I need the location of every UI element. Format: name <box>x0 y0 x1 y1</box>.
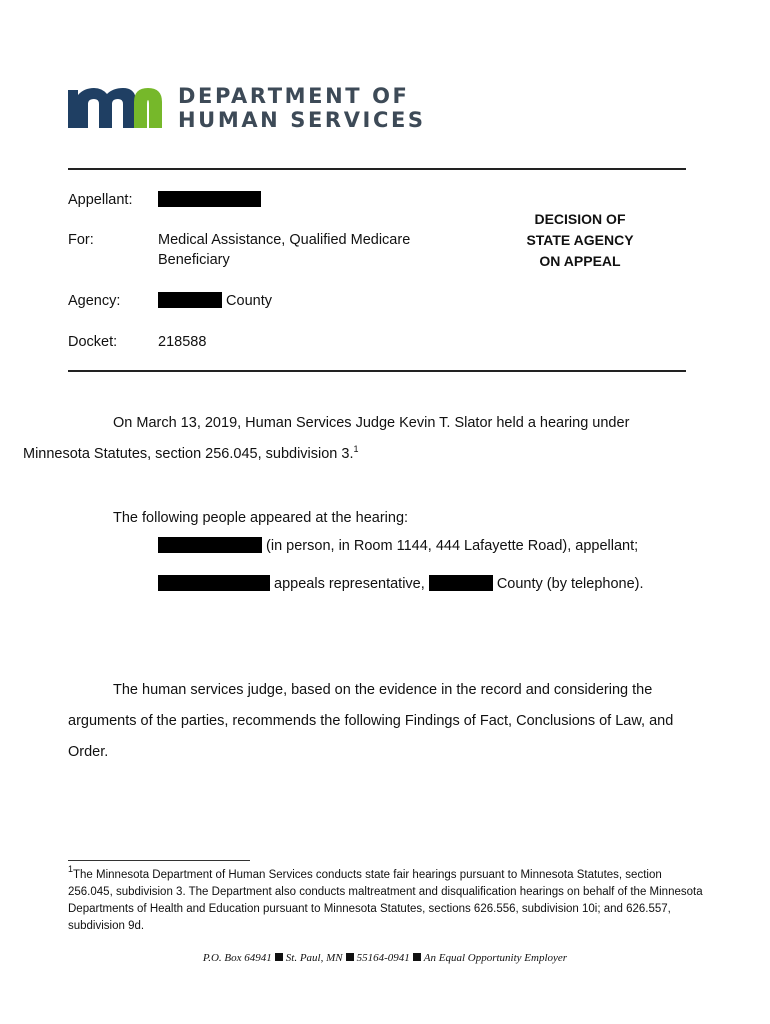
recommendation-line1: The human services judge, based on the evidence in the record and considering the <box>113 682 653 698</box>
footnote-ref[interactable]: 1 <box>353 444 359 454</box>
agency-value <box>158 291 272 311</box>
recommendation-paragraph <box>68 675 708 768</box>
footnote <box>68 864 703 935</box>
footnote-divider <box>68 860 250 861</box>
decision-line3: ON APPEAL <box>539 253 621 269</box>
hearing-paragraph <box>23 408 708 470</box>
footer-zip: 55164-0941 <box>356 952 410 964</box>
footer-eoe: An Equal Opportunity Employer <box>423 952 568 964</box>
for-value-line1: Medical Assistance, Qualified Medicare <box>158 232 411 248</box>
org-name-line1: DEPARTMENT OF <box>178 84 410 108</box>
square-bullet-icon <box>413 953 421 961</box>
attendee2-redaction <box>158 575 270 591</box>
agency-redaction <box>158 292 222 308</box>
docket-label: Docket: <box>68 334 118 350</box>
footnote-text: The Minnesota Department of Human Services conducts state fair hearings pursuant to Minnesota Statutes, section 256.045, subdivision 3. The Department also conducts maltreatment and disqualification hearings on behalf of the Minnesota Departments of Health and Education pursuant to Minnesota Statutes, sections 626.556, subdivision 10i; and 626.557, subdivision 9d. <box>68 869 703 932</box>
org-name <box>178 84 426 132</box>
top-divider <box>68 168 686 170</box>
dhs-logo-icon <box>68 86 162 128</box>
appellant-redaction <box>158 191 261 207</box>
docket-value: 218588 <box>158 334 207 350</box>
page-footer <box>0 952 770 964</box>
appellant-label: Appellant: <box>68 192 133 208</box>
agency-label: Agency: <box>68 293 121 309</box>
attendee-appellant <box>158 536 638 556</box>
attendee1-redaction <box>158 537 262 553</box>
attendee2-suffix: County (by telephone). <box>492 576 644 592</box>
recommendation-line2: arguments of the parties, recommends the following Findings of Fact, Conclusions of Law, and <box>68 713 674 729</box>
footnote-number: 1 <box>68 864 74 874</box>
recommendation-line3: Order. <box>68 744 109 760</box>
attendee2-county-redaction <box>429 575 493 591</box>
org-name-line2: HUMAN SERVICES <box>178 108 426 132</box>
decision-line2: STATE AGENCY <box>526 232 634 248</box>
for-label: For: <box>68 232 94 248</box>
attendee-representative <box>158 574 644 594</box>
decision-title <box>500 209 660 272</box>
square-bullet-icon <box>275 953 283 961</box>
attendee2-text: appeals representative, <box>270 576 429 592</box>
footer-city: St. Paul, MN <box>285 952 343 964</box>
attendee1-text: (in person, in Room 1144, 444 Lafayette Road), appellant; <box>262 538 639 554</box>
bottom-divider <box>68 370 686 372</box>
square-bullet-icon <box>346 953 354 961</box>
hearing-line1: On March 13, 2019, Human Services Judge Kevin T. Slator held a hearing under <box>113 415 630 431</box>
for-value <box>158 230 410 270</box>
for-value-line2: Beneficiary <box>158 252 230 268</box>
attendees-intro: The following people appeared at the hearing: <box>113 510 409 526</box>
decision-line1: DECISION OF <box>534 211 626 227</box>
footer-po-box: P.O. Box 64941 <box>202 952 272 964</box>
agency-suffix: County <box>226 293 272 309</box>
hearing-line2: Minnesota Statutes, section 256.045, subdivision 3. <box>23 446 354 462</box>
